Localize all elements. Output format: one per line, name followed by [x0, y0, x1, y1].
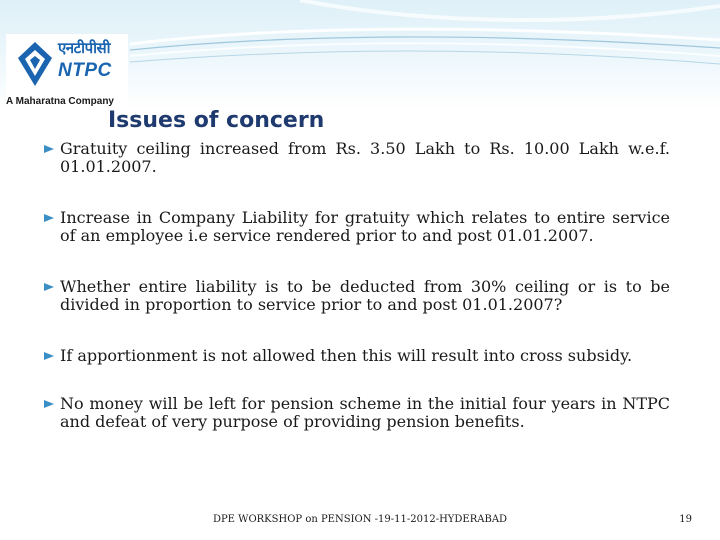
triangle-bullet-icon: [42, 350, 56, 362]
bullet-text: If apportionment is not allowed then this will result into cross subsidy.: [60, 346, 633, 365]
logo-tagline: A Maharatna Company: [6, 96, 114, 107]
triangle-bullet-icon: [42, 143, 56, 155]
bullet-text: Increase in Company Liability for gratuity which relates to entire service of an employee i.e service rendered prior to and post 01.01.2007.: [60, 208, 670, 245]
bullet-item: [40, 209, 670, 245]
triangle-bullet-icon: [42, 398, 56, 410]
bullet-text: Gratuity ceiling increased from Rs. 3.50 Lakh to Rs. 10.00 Lakh w.e.f. 01.01.2007.: [60, 139, 670, 176]
logo-name: NTPC: [58, 60, 112, 81]
logo-hindi-text: एनटीपीसी: [58, 39, 110, 57]
bullet-item: [40, 140, 670, 176]
slide-title: Issues of concern: [108, 108, 325, 133]
bullet-text: Whether entire liability is to be deducted from 30% ceiling or is to be divided in proportion to service prior to and post 01.01.2007?: [60, 277, 670, 314]
bullet-item: [40, 278, 670, 314]
bullet-list: [40, 140, 670, 431]
ntpc-logo: [6, 34, 128, 112]
triangle-bullet-icon: [42, 281, 56, 293]
slide-number: 19: [679, 514, 692, 525]
bullet-item: [40, 395, 670, 431]
bullet-text: No money will be left for pension scheme in the initial four years in NTPC and defeat of very purpose of providing pension benefits.: [60, 394, 670, 431]
triangle-bullet-icon: [42, 212, 56, 224]
ntpc-logo-icon: [16, 40, 54, 88]
footer-text: DPE WORKSHOP on PENSION -19-11-2012-HYDERABAD: [212, 514, 508, 525]
bullet-item: [40, 347, 670, 365]
